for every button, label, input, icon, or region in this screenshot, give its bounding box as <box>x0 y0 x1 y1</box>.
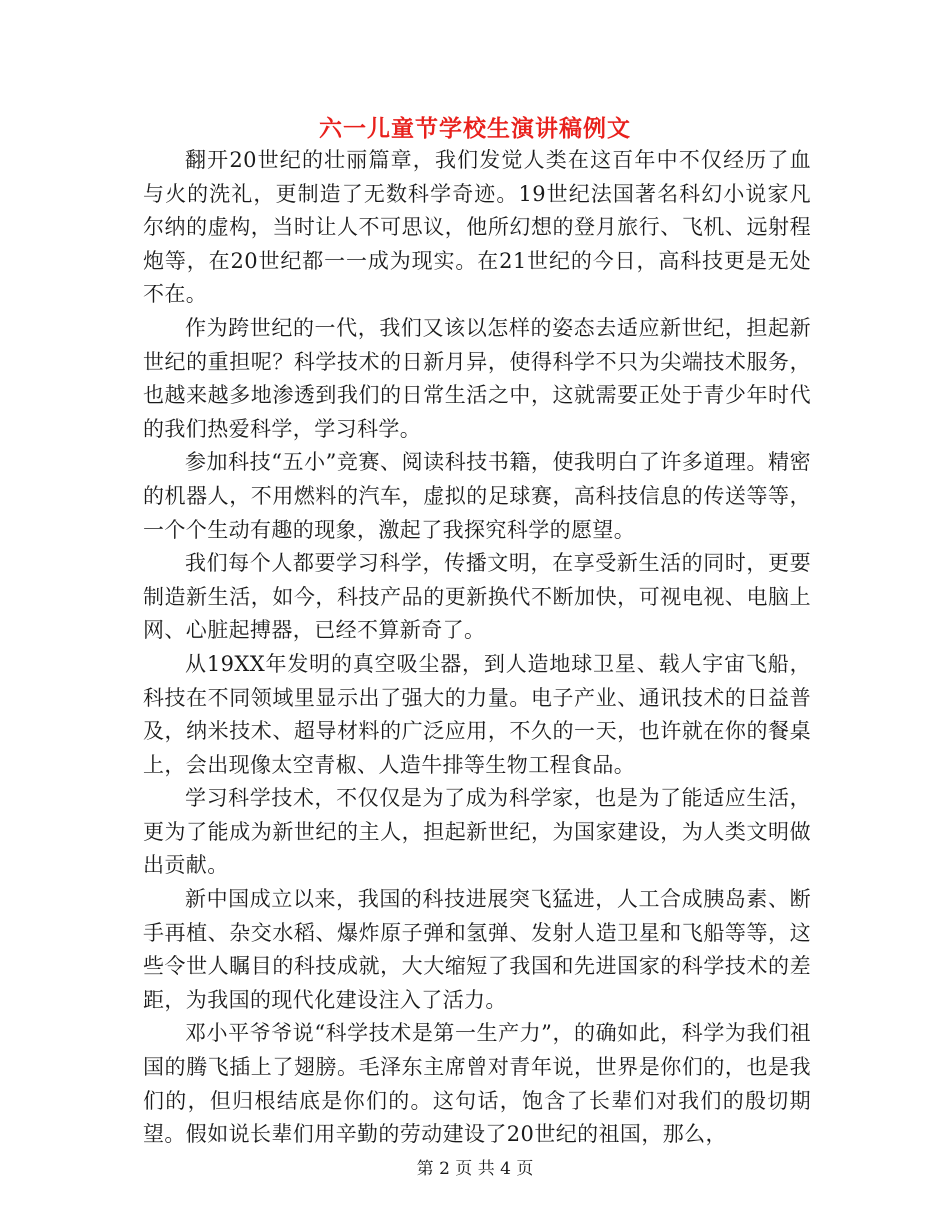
paragraph: 从19XX年发明的真空吸尘器，到人造地球卫星、载人宇宙飞船，科技在不同领域里显示出了强大的力量。电子产业、通讯技术的日益普及，纳米技术、超导材料的广泛应用，不久的一天，也许就在你的餐桌上，会出现像太空青椒、人造牛排等生物工程食品。 <box>143 651 811 777</box>
paragraph: 新中国成立以来，我国的科技进展突飞猛进，人工合成胰岛素、断手再植、杂交水稻、爆炸原子弹和氢弹、发射人造卫星和飞船等等，这些令世人瞩目的科技成就，大大缩短了我国和先进国家的科学技术的差距，为我国的现代化建设注入了活力。 <box>143 887 811 1012</box>
body-text <box>143 144 811 1152</box>
paragraph: 学习科学技术，不仅仅是为了成为科学家，也是为了能适应生活，更为了能成为新世纪的主人，担起新世纪，为国家建设，为人类文明做出贡献。 <box>143 786 811 878</box>
page-title: 六一儿童节学校生演讲稿例文 <box>319 116 631 142</box>
paragraph: 参加科技“五小”竞赛、阅读科技书籍，使我明白了许多道理。精密的机器人，不用燃料的汽车，虚拟的足球赛，高科技信息的传送等等，一个个生动有趣的现象，激起了我探究科学的愿望。 <box>143 450 811 542</box>
paragraph: 我们每个人都要学习科学，传播文明，在享受新生活的同时，更要制造新生活，如今，科技产品的更新换代不断加快，可视电视、电脑上网、心脏起搏器，已经不算新奇了。 <box>143 551 811 643</box>
paragraph: 邓小平爷爷说“科学技术是第一生产力”，的确如此，科学为我们祖国的腾飞插上了翅膀。毛泽东主席曾对青年说，世界是你们的，也是我们的，但归根结底是你们的。这句话，饱含了长辈们对我们的殷切期望。假如说长辈们用辛勤的劳动建设了20世纪的祖国，那么， <box>143 1021 811 1147</box>
page-footer: 第 2 页 共 4 页 <box>416 1159 534 1179</box>
paragraph: 翻开20世纪的壮丽篇章，我们发觉人类在这百年中不仅经历了血与火的洗礼，更制造了无数科学奇迹。19世纪法国著名科幻小说家凡尔纳的虚构，当时让人不可思议，他所幻想的登月旅行、飞机、远射程炮等，在20世纪都一一成为现实。在21世纪的今日，高科技更是无处不在。 <box>143 148 811 307</box>
paragraph: 作为跨世纪的一代，我们又该以怎样的姿态去适应新世纪，担起新世纪的重担呢？科学技术的日新月异，使得科学不只为尖端技术服务，也越来越多地渗透到我们的日常生活之中，这就需要正处于青少年时代的我们热爱科学，学习科学。 <box>143 315 811 441</box>
